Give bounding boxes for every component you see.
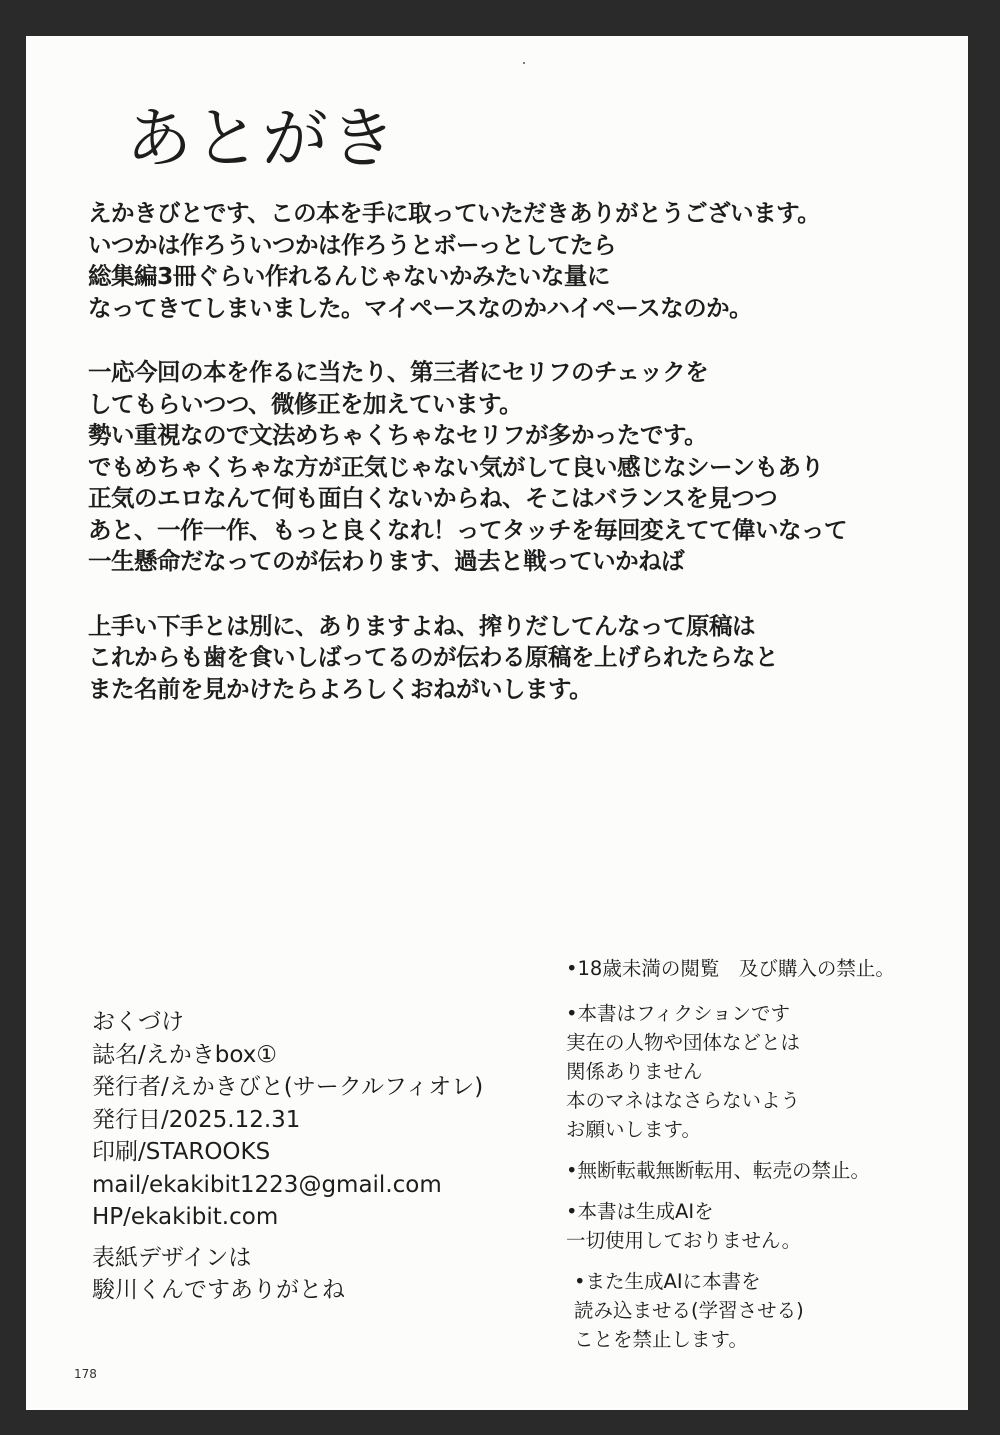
text-line: なってきてしまいました。マイペースなのかハイペースなのか。 — [88, 293, 753, 322]
notice-no-ai-training — [566, 1267, 895, 1354]
notices-block — [566, 954, 895, 1354]
text-line: 一応今回の本を作るに当たり、第三者にセリフのチェックを — [88, 358, 709, 386]
colophon-date: 発行日/2025.12.31 — [92, 1106, 301, 1133]
notice-no-reproduction — [566, 1156, 895, 1185]
notice-age-restriction — [566, 954, 895, 983]
colophon-magazine-name: 誌名/えかきbox① — [92, 1041, 277, 1068]
colophon-heading: おくづけ — [92, 1009, 184, 1035]
text-line: いつかは作ろういつかは作ろうとボーっとしてたら — [88, 230, 617, 259]
text-line: あと、一作一作、もっと良くなれ！ってタッチを毎回変えてて偉いなって — [88, 515, 847, 544]
colophon-publisher: 発行者/えかきびと(サークルフィオレ) — [92, 1074, 484, 1100]
text-line: えかきびとです、この本を手に取っていただきありがとうございます。 — [88, 199, 821, 227]
text-line: 勢い重視なので文法めちゃくちゃなセリフが多かったです。 — [88, 421, 708, 449]
text-line: 上手い下手とは別に、ありますよね、搾りだしてんなって原稿は — [88, 611, 755, 640]
colophon-homepage: HP/ekakibit.com — [92, 1204, 279, 1230]
notice-line: ことを禁止します。 — [574, 1328, 748, 1351]
notice-line: 読み込ませる(学習させる) — [574, 1299, 804, 1322]
text-line: 正気のエロなんて何も面白くないからね、そこはバランスを見つつ — [88, 484, 778, 512]
notice-line: •18歳未満の閲覧 及び購入の禁止。 — [566, 957, 895, 980]
notice-line: 関係ありません — [566, 1060, 703, 1083]
colophon — [92, 1006, 483, 1307]
text-line: 総集編3冊ぐらい作れるんじゃないかみたいな量に — [88, 262, 610, 290]
paragraph-2 — [88, 357, 948, 578]
colophon-mail: mail/ekakibit1223@gmail.com — [92, 1171, 442, 1198]
paragraph-1 — [88, 198, 948, 324]
text-line: また名前を見かけたらよろしくおねがいします。 — [88, 674, 593, 703]
afterword-body — [88, 198, 948, 705]
notice-line: •本書はフィクションです — [566, 1002, 791, 1025]
page-title: あとがき — [126, 100, 398, 177]
colophon-cover-design-line-2: 駿川くんですありがとね — [92, 1277, 345, 1303]
notice-line: 一切使用しておりません。 — [566, 1229, 802, 1252]
notice-no-generative-ai — [566, 1197, 895, 1255]
colophon-cover-design-line-1: 表紙デザインは — [92, 1244, 252, 1271]
text-line: でもめちゃくちゃな方が正気じゃない気がして良い感じなシーンもあり — [88, 452, 824, 481]
text-line: これからも歯を食いしばってるのが伝わる原稿を上げられたらなと — [88, 643, 778, 671]
notice-line: 実在の人物や団体などとは — [566, 1031, 801, 1054]
speck — [523, 62, 525, 64]
colophon-printer: 印刷/STAROOKS — [92, 1139, 271, 1165]
text-line: 一生懸命だなってのが伝わります、過去と戦っていかねば — [88, 547, 685, 575]
notice-line: •本書は生成AIを — [566, 1200, 714, 1223]
paragraph-3 — [88, 611, 948, 706]
notice-fiction — [566, 999, 895, 1144]
notice-line: •無断転載無断転用、転売の禁止。 — [566, 1159, 871, 1182]
text-line: してもらいつつ、微修正を加えています。 — [88, 389, 523, 418]
notice-line: 本のマネはなさらないよう — [566, 1089, 801, 1112]
document-page — [26, 36, 968, 1410]
notice-line: •また生成AIに本書を — [574, 1270, 761, 1293]
notice-line: お願いします。 — [566, 1118, 701, 1141]
page-number: 178 — [74, 1367, 97, 1381]
